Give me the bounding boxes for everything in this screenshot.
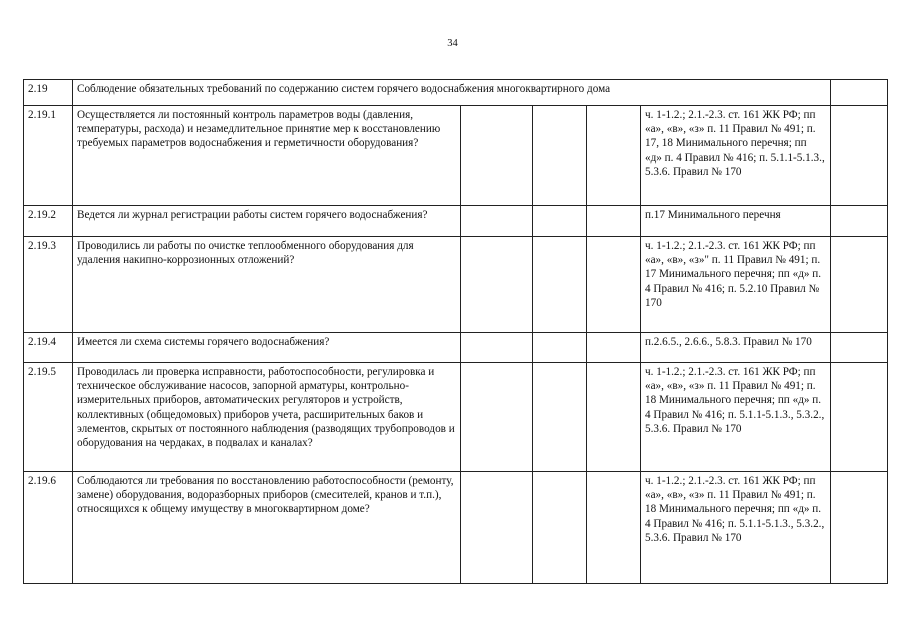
row-number: 2.19.5 (24, 363, 73, 472)
answer-cell-yes (461, 472, 533, 584)
section-row (24, 80, 888, 106)
checklist-table (23, 79, 888, 584)
notes-cell (831, 106, 888, 206)
answer-cell-no (533, 106, 587, 206)
answer-cell-na (587, 472, 641, 584)
section-number: 2.19 (24, 80, 73, 106)
section-title: Соблюдение обязательных требований по содержанию систем горячего водоснабжения многоквартирного дома (73, 80, 831, 106)
row-reference: п.17 Минимального перечня (641, 206, 831, 237)
section-empty-cell (831, 80, 888, 106)
page-number: 34 (447, 38, 458, 49)
answer-cell-yes (461, 106, 533, 206)
row-number: 2.19.2 (24, 206, 73, 237)
answer-cell-na (587, 237, 641, 333)
answer-cell-na (587, 106, 641, 206)
row-question: Проводились ли работы по очистке теплообменного оборудования для удаления накипно-коррозионных отложений? (73, 237, 461, 333)
row-reference: ч. 1-1.2.; 2.1.-2.3. ст. 161 ЖК РФ; пп «а», «в», «з»" п. 11 Правил № 491; п. 17 Минимального перечня; пп «д» п. 4 Правил № 416; п. 5.2.10 Правил № 170 (641, 237, 831, 333)
notes-cell (831, 472, 888, 584)
answer-cell-yes (461, 206, 533, 237)
answer-cell-no (533, 363, 587, 472)
answer-cell-no (533, 206, 587, 237)
answer-cell-no (533, 472, 587, 584)
row-question: Соблюдаются ли требования по восстановлению работоспособности (ремонту, замене) оборудования, водоразборных приборов (смесителей, кранов и т.п.), относящихся к общему имуществу в многоквартирном доме? (73, 472, 461, 584)
answer-cell-no (533, 333, 587, 363)
row-reference: п.2.6.5., 2.6.6., 5.8.3. Правил № 170 (641, 333, 831, 363)
table-row (24, 106, 888, 206)
notes-cell (831, 363, 888, 472)
row-question: Ведется ли журнал регистрации работы систем горячего водоснабжения? (73, 206, 461, 237)
notes-cell (831, 206, 888, 237)
answer-cell-yes (461, 333, 533, 363)
table-row (24, 472, 888, 584)
answer-cell-yes (461, 363, 533, 472)
answer-cell-na (587, 206, 641, 237)
row-number: 2.19.6 (24, 472, 73, 584)
answer-cell-na (587, 363, 641, 472)
table-row (24, 363, 888, 472)
table-row (24, 237, 888, 333)
row-number: 2.19.4 (24, 333, 73, 363)
answer-cell-yes (461, 237, 533, 333)
answer-cell-na (587, 333, 641, 363)
row-reference: ч. 1-1.2.; 2.1.-2.3. ст. 161 ЖК РФ; пп «а», «в», «з» п. 11 Правил № 491; п. 18 Минимального перечня; пп «д» п. 4 Правил № 416; п. 5.1.1-5.1.3., 5.3.2., 5.3.6. Правил № 170 (641, 472, 831, 584)
notes-cell (831, 333, 888, 363)
row-number: 2.19.1 (24, 106, 73, 206)
row-question: Осуществляется ли постоянный контроль параметров воды (давления, температуры, расхода) и незамедлительное принятие мер к восстановлению требуемых параметров водоснабжения и герметичности оборудования? (73, 106, 461, 206)
table-row (24, 206, 888, 237)
row-question: Проводилась ли проверка исправности, работоспособности, регулировка и техническое обслуживание насосов, запорной арматуры, контрольно-измерительных приборов, автоматических регуляторов и устройств, коллективных (общедомовых) приборов учета, расширительных баков и элементов, скрытых от постоянного наблюдения (разводящих трубопроводов и оборудования на чердаках, в подвалах и каналах? (73, 363, 461, 472)
row-reference: ч. 1-1.2.; 2.1.-2.3. ст. 161 ЖК РФ; пп «а», «в», «з» п. 11 Правил № 491; п. 17, 18 Минимального перечня; пп «д» п. 4 Правил № 416; п. 5.1.1-5.1.3., 5.3.6. Правил № 170 (641, 106, 831, 206)
table-row (24, 333, 888, 363)
row-question: Имеется ли схема системы горячего водоснабжения? (73, 333, 461, 363)
row-number: 2.19.3 (24, 237, 73, 333)
notes-cell (831, 237, 888, 333)
row-reference: ч. 1-1.2.; 2.1.-2.3. ст. 161 ЖК РФ; пп «а», «в», «з» п. 11 Правил № 491; п. 18 Минимального перечня; пп «д» п. 4 Правил № 416; п. 5.1.1-5.1.3., 5.3.2., 5.3.6. Правил № 170 (641, 363, 831, 472)
answer-cell-no (533, 237, 587, 333)
